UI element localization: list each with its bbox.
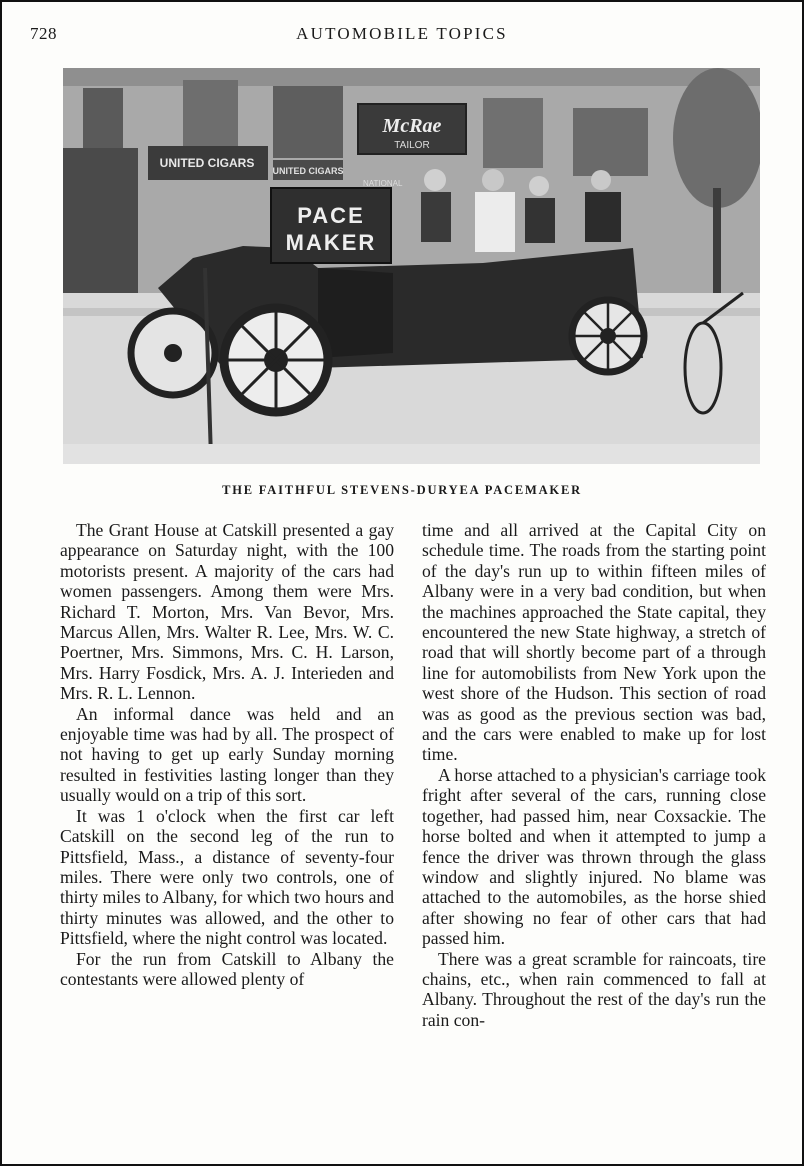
left-column (60, 520, 394, 989)
window (83, 88, 123, 148)
cigars-sign-text: UNITED CIGARS (159, 156, 255, 170)
storefront-left (63, 148, 138, 298)
cigars-sign-2-text: UNITED CIGARS (272, 166, 344, 176)
window (183, 80, 238, 150)
paragraph: For the run from Catskill to Albany the contestants were allowed plenty of (60, 948, 394, 989)
paragraph: It was 1 o'clock when the first car left Catskill on the second leg of the run to Pittsfield, Mass., a distance of seventy-four miles. There were only two controls, one of thirty miles to Albany, for which two hours and thirty minutes was allowed, and the other to Pittsfield, where the night control was located. (60, 805, 394, 949)
passenger-body-light (475, 192, 515, 252)
ground (63, 444, 760, 464)
paragraph: The Grant House at Catskill presented a gay appearance on Saturday night, with the 100 motorists present. A majority of the cars had women passengers. Among them were Mrs. Richard T. Morton, Mrs. Van Bevor, Mrs. Marcus Allen, Mrs. Walter R. Lee, Mrs. W. C. Poertner, Mrs. Simmons, Mrs. C. H. Larson, Mrs. Harry Fosdick, Mrs. A. J. Interieden and Mrs. R. L. Lennon. (60, 520, 394, 704)
window (483, 98, 543, 168)
national-sign-text: NATIONAL (363, 179, 403, 188)
passenger-body (525, 198, 555, 243)
building-facade (63, 68, 760, 293)
rear-wheel (572, 300, 644, 372)
page-header (30, 24, 774, 52)
paragraph: A horse attached to a physician's carriage took fright after several of the cars, running close together, had passed him, near Coxsackie. The horse bolted and when it attempted to jump a fence the driver was thrown through the glass window and slightly injured. No blame was attached to the automobiles, as the horse shied after showing no fear of other cars that had passed him. (422, 764, 766, 949)
running-title: AUTOMOBILE TOPICS (296, 24, 508, 43)
paragraph: time and all arrived at the Capital City on schedule time. The roads from the starting point of the day's run up to within fifteen miles of Albany were in a very bad condition, but when the machines approached the State capital, they encountered the new State highway, a stretch of road that will shortly become part of a through line for automobilists from New York upon the west shore of the Hudson. This section of road was as good as the previous section was bad, and the cars were enabled to make up for lost time. (422, 520, 766, 765)
right-column (422, 520, 766, 1030)
window (273, 86, 343, 158)
passenger-head (424, 169, 446, 191)
paragraph: An informal dance was held and an enjoyable time was had by all. The prospect of not having to get up early Sunday morning resulted in festivities lasting longer than they usually would on a trip of this sort. (60, 703, 394, 806)
passenger-body (585, 192, 621, 242)
paragraph: There was a great scramble for raincoats, tire chains, etc., when rain commenced to fall at Albany. Throughout the rest of the day's run the rain con- (422, 948, 766, 1030)
tree-foliage (673, 68, 760, 208)
building-cornice (63, 68, 760, 86)
pace-maker-line2: MAKER (285, 230, 377, 255)
passenger-head (591, 170, 611, 190)
page-number: 728 (30, 24, 57, 43)
tree-trunk (713, 188, 721, 298)
pace-maker-line1: PACE (297, 203, 365, 228)
tailor-sign-name: McRae (382, 115, 442, 137)
passenger-body (421, 192, 451, 242)
passenger-head (529, 176, 549, 196)
photo-illustration (63, 68, 760, 464)
photo-caption: THE FAITHFUL STEVENS-DURYEA PACEMAKER (222, 483, 582, 497)
pacemaker-photo (63, 68, 760, 464)
window (573, 108, 648, 176)
left-wheel (131, 311, 215, 395)
tailor-sign-word: TAILOR (394, 140, 430, 151)
passenger-head (482, 169, 504, 191)
front-wheel (224, 308, 328, 412)
